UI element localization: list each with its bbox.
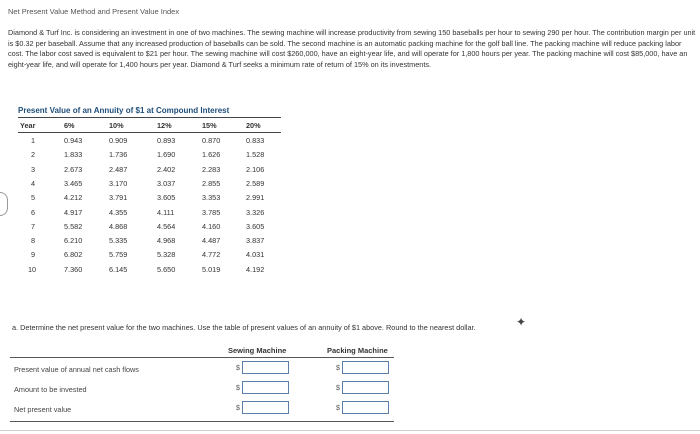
table-value-cell: 3.170 [109, 178, 128, 188]
table-value-cell: 2.106 [246, 164, 265, 174]
table-value-cell: 4.564 [157, 221, 176, 231]
input-packing-amount-invested[interactable] [342, 381, 389, 394]
table-value-cell: 4.772 [202, 250, 221, 260]
grid-bottom-rule [10, 421, 394, 422]
table-value-cell: 3.353 [202, 193, 221, 203]
table-value-cell: 2.402 [157, 164, 176, 174]
table-value-cell: 7.360 [64, 264, 83, 274]
table-year-cell: 6 [31, 207, 36, 217]
col-header-packing: Packing Machine [327, 346, 388, 355]
table-year-cell: 1 [31, 136, 36, 145]
table-value-cell: 2.673 [64, 164, 83, 174]
table-value-cell: 4.487 [202, 236, 221, 246]
table-value-cell: 6.802 [64, 250, 83, 260]
table-value-cell: 3.785 [202, 207, 221, 217]
table-value-cell: 3.791 [109, 193, 128, 203]
table-value-cell: 3.605 [246, 221, 265, 231]
row-label-pv-cash-flows: Present value of annual net cash flows [14, 365, 139, 374]
table-value-cell: 0.870 [202, 136, 221, 145]
table-value-cell: 3.837 [246, 236, 265, 246]
table-value-cell: 2.855 [202, 178, 221, 188]
input-sewing-pv-cash-flows[interactable] [242, 361, 289, 374]
question-a: a. Determine the net present value for the two machines. Use the table of present values of an annuity of $1 above. Round to the nearest dollar. [12, 323, 476, 332]
table-value-cell: 4.968 [157, 236, 176, 246]
table-row [18, 259, 281, 279]
table-year-cell: 2 [31, 150, 36, 160]
table-value-cell: 1.690 [157, 150, 176, 160]
table-value-cell: 0.833 [246, 136, 265, 145]
table-value-cell: 4.355 [109, 207, 128, 217]
table-year-cell: 7 [31, 221, 36, 231]
grid-top-rule [10, 357, 394, 358]
table-value-cell: 4.111 [157, 207, 175, 217]
currency-symbol: $ [236, 385, 240, 392]
table-value-cell: 2.283 [202, 164, 221, 174]
table-value-cell: 4.160 [202, 221, 221, 231]
row-label-amount-invested: Amount to be invested [14, 385, 87, 394]
table-year-cell: 8 [31, 236, 36, 246]
side-panel-toggle[interactable] [0, 192, 8, 216]
table-value-cell: 2.991 [246, 193, 265, 203]
currency-symbol: $ [336, 365, 340, 372]
table-value-cell: 6.145 [109, 264, 128, 274]
table-value-cell: 4.917 [64, 207, 83, 217]
table-value-cell: 4.868 [109, 221, 128, 231]
currency-symbol: $ [336, 405, 340, 412]
table-year-cell: 9 [31, 250, 36, 260]
table-value-cell: 4.192 [246, 264, 265, 274]
table-value-cell: 5.328 [157, 250, 176, 260]
page-bottom-border [0, 430, 700, 431]
table-header-cell: 12% [157, 121, 172, 130]
input-packing-net-present-value[interactable] [342, 401, 389, 414]
table-value-cell: 3.465 [64, 178, 83, 188]
table-value-cell: 1.736 [109, 150, 128, 160]
table-value-cell: 0.909 [109, 136, 128, 145]
table-value-cell: 0.943 [64, 136, 83, 145]
table-header-cell: 10% [109, 121, 124, 130]
table-year-cell: 5 [31, 193, 36, 203]
table-value-cell: 5.650 [157, 264, 176, 274]
currency-symbol: $ [236, 405, 240, 412]
table-year-cell: 3 [31, 164, 36, 174]
table-header-cell: 15% [202, 121, 217, 130]
table-year-cell: 4 [31, 178, 36, 188]
input-packing-pv-cash-flows[interactable] [342, 361, 389, 374]
table-value-cell: 6.210 [64, 236, 83, 246]
table-value-cell: 1.833 [64, 150, 83, 160]
table-year-cell: 10 [28, 264, 37, 274]
input-sewing-amount-invested[interactable] [242, 381, 289, 394]
table-value-cell: 5.759 [109, 250, 128, 260]
table-header-cell: 20% [246, 121, 261, 130]
annuity-table-title: Present Value of an Annuity of $1 at Compound Interest [18, 106, 230, 115]
table-value-cell: 2.487 [109, 164, 128, 174]
table-value-cell: 1.528 [246, 150, 265, 160]
row-label-net-present-value: Net present value [14, 405, 72, 414]
problem-text: Diamond & Turf Inc. is considering an investment in one of two machines. The sewing machine will increase productivity from sewing 150 baseballs per hour to sewing 290 per hour. The contribution margin per unit is $0.32 per baseball. Assume that any increased production of baseballs can be sold. The second machine is an automatic packing machine for the golf ball line. The packing machine will reduce packing labor cost. The labor cost saved is equivalent to $21 per hour. The sewing machine will cost $260,000, have an eight-year life, and will operate for 1,800 hours per year. The packing machine will cost $85,000, have an eight-year life, and will operate for 1,400 hours per year. Diamond & Turf seeks a minimum rate of return of 15% on its investments. [8, 28, 696, 69]
currency-symbol: $ [336, 385, 340, 392]
table-value-cell: 1.626 [202, 150, 221, 160]
table-value-cell: 3.037 [157, 178, 176, 188]
table-value-cell: 5.335 [109, 236, 128, 246]
currency-symbol: $ [236, 365, 240, 372]
table-value-cell: 4.031 [246, 250, 265, 260]
table-value-cell: 2.589 [246, 178, 265, 188]
table-header-cell: 6% [64, 121, 75, 130]
col-header-sewing: Sewing Machine [228, 346, 287, 355]
input-sewing-net-present-value[interactable] [242, 401, 289, 414]
page-title: Net Present Value Method and Present Value Index [8, 7, 180, 16]
table-value-cell: 5.019 [202, 264, 221, 274]
table-value-cell: 4.212 [64, 193, 83, 203]
mouse-cursor-icon: ✦ [516, 315, 527, 329]
table-header-cell: Year [20, 121, 36, 130]
table-value-cell: 3.326 [246, 207, 265, 217]
table-value-cell: 3.605 [157, 193, 176, 203]
table-value-cell: 0.893 [157, 136, 176, 145]
table-value-cell: 5.582 [64, 221, 83, 231]
